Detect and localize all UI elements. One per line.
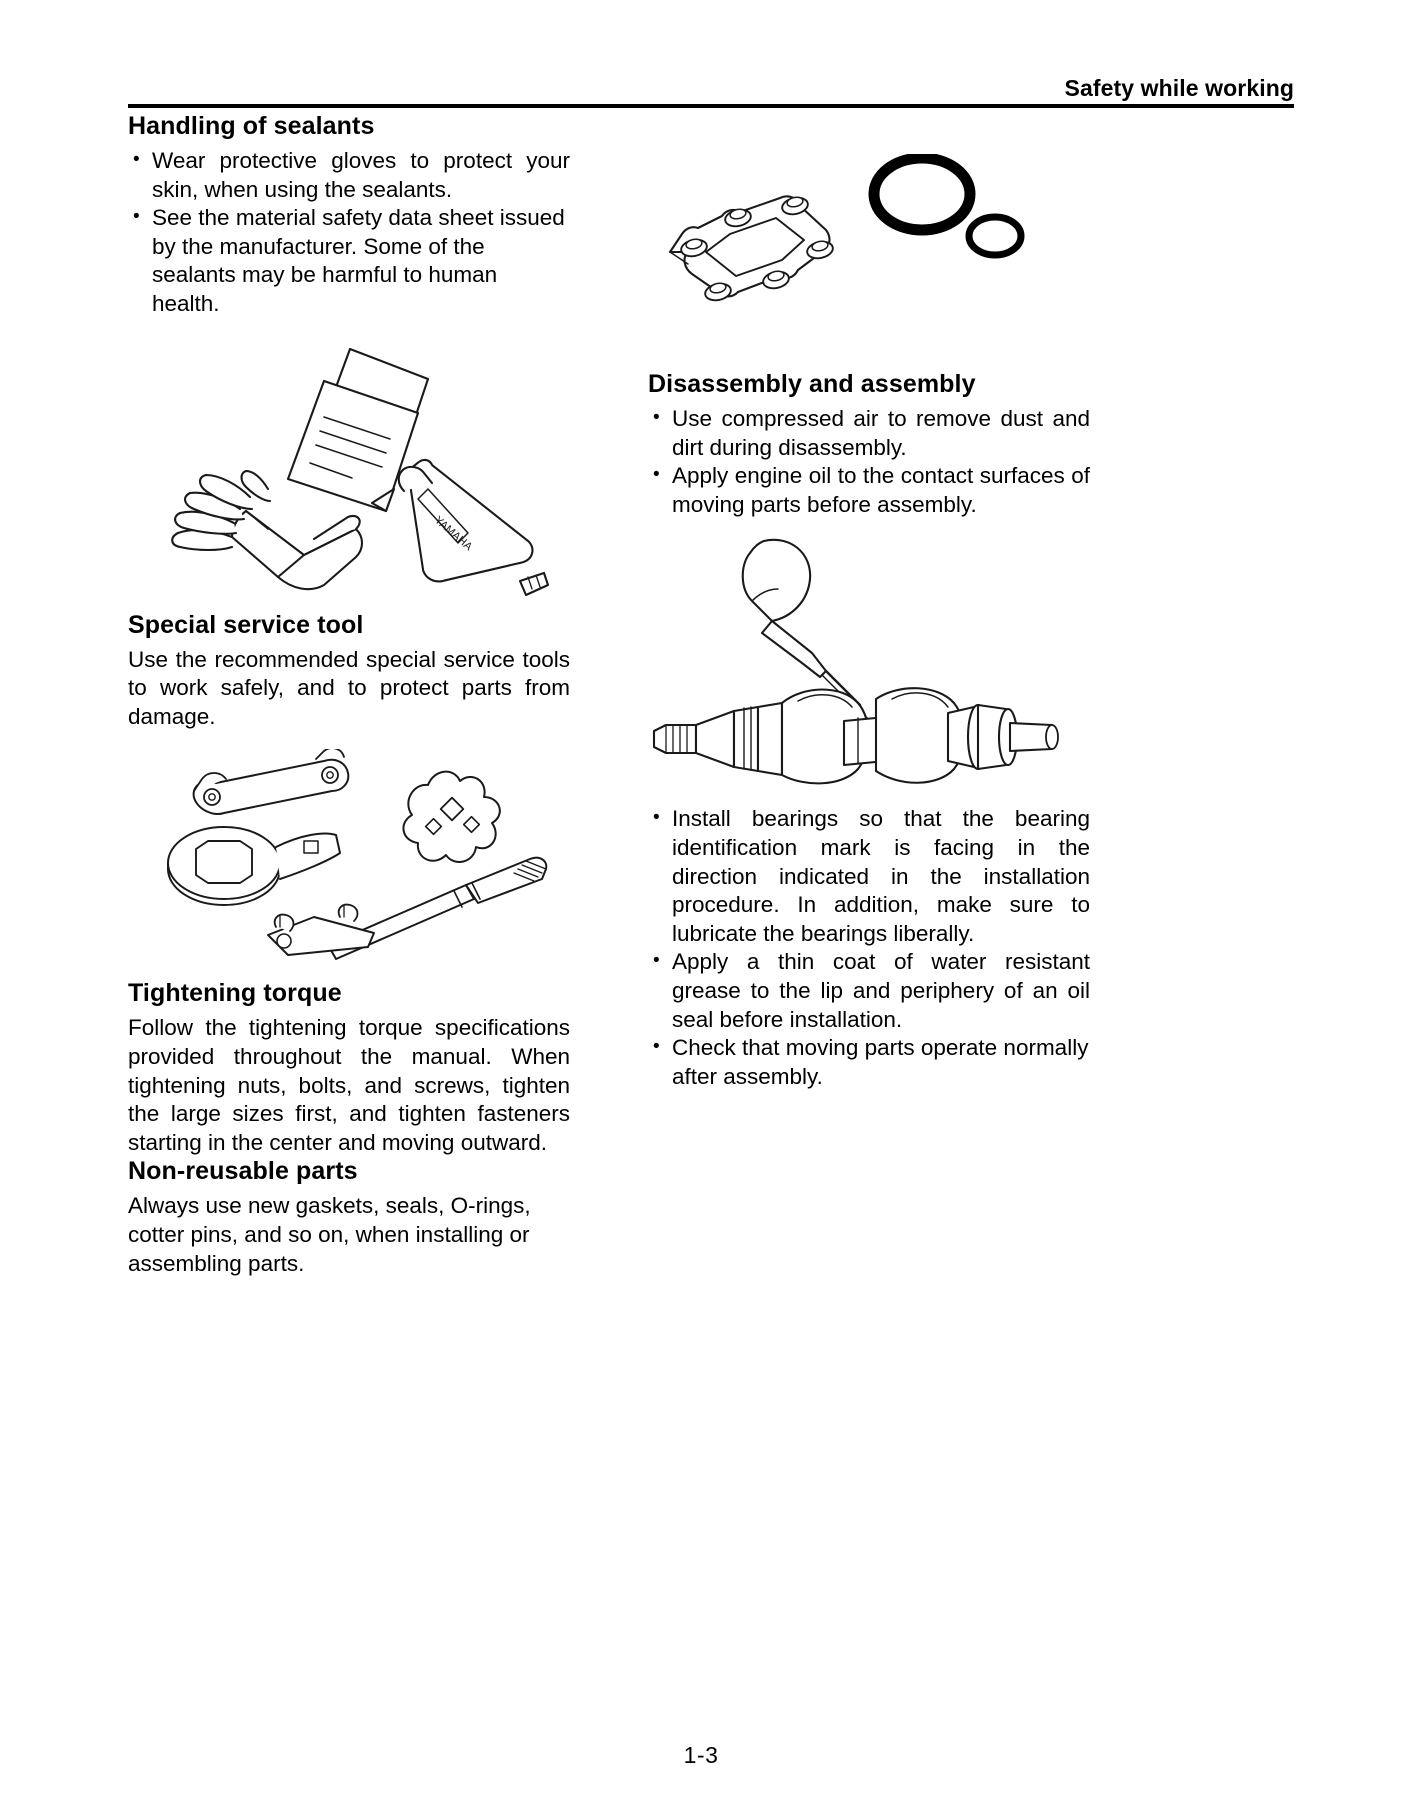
tightening-torque-paragraph: Follow the tightening torque specifications provided throughout the manual. When tightening nuts, bolts, and screws, tighten the large sizes first, and tighten fasteners starting in the center and moving outward. — [128, 1015, 570, 1155]
right-column — [648, 112, 1090, 1091]
list-item: • Apply a thin coat of water resistant grease to the lip and periphery of an oil seal before installation. — [648, 948, 1090, 1034]
section-heading-tightening-torque: Tightening torque — [128, 979, 342, 1008]
special-service-tools-figure — [128, 749, 570, 979]
list-item: • Apply engine oil to the contact surfaces of moving parts before assembly. — [648, 462, 1090, 519]
handling-of-sealants-bullets — [128, 147, 570, 319]
header-rule — [128, 104, 1294, 108]
list-item: • Check that moving parts operate normally after assembly. — [648, 1034, 1090, 1091]
sealant-gloves-figure — [128, 341, 570, 611]
list-item: • Use compressed air to remove dust and dirt during disassembly. — [648, 405, 1090, 462]
non-reusable-parts-paragraph: Always use new gaskets, seals, O-rings, cotter pins, and so on, when installing or assembling parts. — [128, 1193, 531, 1276]
running-head: Safety while working — [1064, 75, 1294, 101]
gasket-and-o-rings-illustration — [648, 154, 1090, 344]
list-item: • Install bearings so that the bearing identification mark is facing in the direction indicated in the installation procedure. In addition, make sure to lubricate the bearings liberally. — [648, 805, 1090, 948]
bearing-installation-bullets — [648, 805, 1090, 1091]
crankshaft-oiling-illustration — [648, 535, 1090, 797]
special-service-tools-illustration — [128, 749, 570, 979]
page-number: 1-3 — [683, 1742, 719, 1768]
list-item: • See the material safety data sheet issued by the manufacturer. Some of the sealants may be harmful to human health. — [128, 204, 570, 318]
special-service-tool-paragraph: Use the recommended special service tools to work safely, and to protect parts from damage. — [128, 646, 570, 729]
section-heading-disassembly-and-assembly: Disassembly and assembly — [648, 370, 976, 398]
crankshaft-oiling-figure — [648, 535, 1090, 797]
sealant-tube-brand-label: YAMAHA — [432, 513, 475, 553]
section-heading-non-reusable-parts: Non-reusable parts — [128, 1157, 358, 1186]
gasket-and-o-rings-figure — [648, 154, 1090, 344]
sealant-gloves-illustration — [128, 341, 570, 611]
section-heading-handling-of-sealants: Handling of sealants — [128, 112, 375, 140]
disassembly-and-assembly-bullets — [648, 405, 1090, 519]
section-heading-special-service-tool: Special service tool — [128, 610, 364, 639]
left-column — [128, 112, 570, 1278]
list-item: • Wear protective gloves to protect your skin, when using the sealants. — [128, 147, 570, 204]
